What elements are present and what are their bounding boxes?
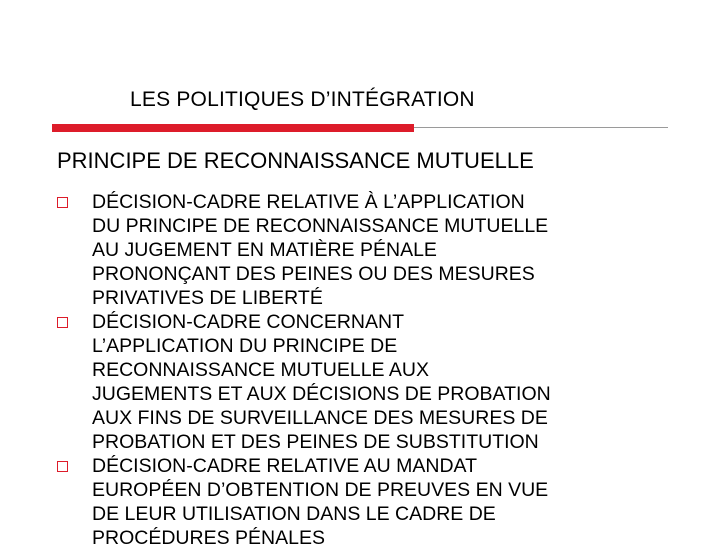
slide-title: LES POLITIQUES D’INTÉGRATION: [130, 88, 475, 111]
title-divider-line: [414, 127, 668, 128]
square-bullet-icon: [57, 197, 68, 208]
bullet-text: DÉCISION-CADRE RELATIVE AU MANDAT EUROPÉEN D’OBTENTION DE PREUVES EN VUE DE LEUR UTILISATION DANS LE CADRE DE PROCÉDURES PÉNALES: [92, 455, 549, 549]
square-bullet-icon: [57, 461, 68, 472]
bullet-text: DÉCISION-CADRE CONCERNANT L’APPLICATION DU PRINCIPE DE RECONNAISSANCE MUTUELLE AUX JUGEMENTS ET AUX DÉCISIONS DE PROBATION AUX FINS DE SURVEILLANCE DES MESURES DE PROBATION ET DES PEINES DE SUBSTITUTION: [92, 311, 551, 453]
slide-subtitle: PRINCIPE DE RECONNAISSANCE MUTUELLE: [57, 148, 534, 173]
bullet-text: DÉCISION-CADRE RELATIVE À L’APPLICATION DU PRINCIPE DE RECONNAISSANCE MUTUELLE AU JUGEMENT EN MATIÈRE PÉNALE PRONONÇANT DES PEINES OU DES MESURES PRIVATIVES DE LIBERTÉ: [92, 191, 549, 309]
bullet-item: [55, 310, 695, 454]
bullet-item: [55, 454, 695, 550]
bullet-list: [55, 190, 695, 550]
square-bullet-icon: [57, 317, 68, 328]
bullet-item: [55, 190, 695, 310]
title-accent-bar: [52, 124, 414, 132]
